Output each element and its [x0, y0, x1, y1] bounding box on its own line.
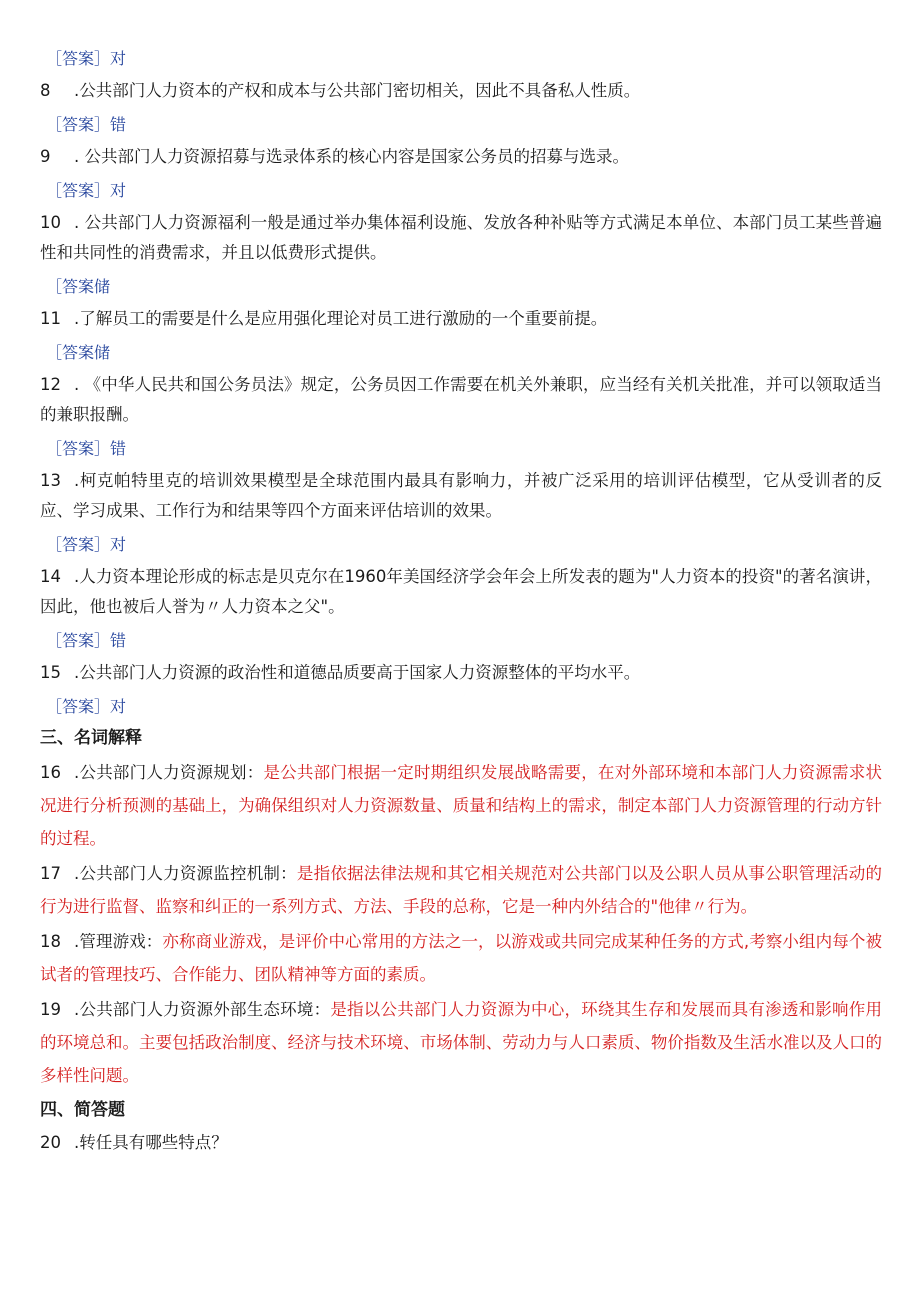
question-11 [40, 304, 882, 334]
answer-line: ［答案］对 [46, 181, 127, 200]
question-text: .人力资本理论形成的标志是贝克尔在1960年美国经济学会年会上所发表的题为"人力资本的投资"的著名演讲，因此，他也被后人誉为〃人力资本之父"。 [40, 567, 882, 616]
question-number: 20 [40, 1133, 61, 1152]
question-text: .公共部门人力资本的产权和成本与公共部门密切相关，因此不具备私人性质。 [74, 81, 641, 100]
section-heading: 四、简答题 [40, 1100, 125, 1120]
term-16 [40, 756, 882, 855]
answer-line: ［答案］错 [46, 115, 127, 134]
question-text: . 公共部门人力资源招募与选录体系的核心内容是国家公务员的招募与选录。 [74, 147, 629, 166]
term-definition: 是指依据法律法规和其它相关规范对公共部门以及公职人员从事公职管理活动的行为进行监督、监察和纠正的一系列方式、方法、手段的总称，它是一种内外结合的"他律〃行为。 [40, 864, 883, 916]
question-number: 10 [40, 213, 61, 232]
question-text: . 《中华人民共和国公务员法》规定，公务员因工作需要在机关外兼职，应当经有关机关批准，并可以领取适当的兼职报酬。 [40, 375, 882, 424]
question-number: 12 [40, 375, 61, 394]
document-page [40, 46, 882, 1164]
question-13 [40, 466, 882, 526]
question-text: . 公共部门人力资源福利一般是通过举办集体福利设施、发放各种补贴等方式满足本单位、本部门员工某些普遍性和共同性的消费需求，并且以低费形式提供。 [40, 213, 882, 262]
question-15 [40, 658, 882, 688]
term-definition: 亦称商业游戏，是评价中心常用的方法之一，以游戏或共同完成某种任务的方式,考察小组内每个被试者的管理技巧、合作能力、团队精神等方面的素质。 [40, 932, 882, 984]
question-number: 14 [40, 567, 61, 586]
question-12 [40, 370, 882, 430]
term-definition: 是指以公共部门人力资源为中心，环绕其生存和发展而具有渗透和影响作用的环境总和。主要包括政治制度、经济与技术环境、市场体制、劳动力与人口素质、物价指数及生活水准以及人口的多样性问题。 [40, 1000, 882, 1085]
answer-line: ［答案］错 [46, 631, 127, 650]
term-number: 18 [40, 932, 61, 951]
question-text: .了解员工的需要是什么是应用强化理论对员工进行激励的一个重要前提。 [74, 309, 608, 328]
answer-line: ［答案］对 [46, 535, 127, 554]
term-number: 19 [40, 1000, 61, 1019]
section-heading: 三、名词解释 [40, 728, 142, 748]
question-text: .柯克帕特里克的培训效果模型是全球范围内最具有影响力，并被广泛采用的培训评估模型，它从受训者的反应、学习成果、工作行为和结果等四个方面来评估培训的效果。 [40, 471, 882, 520]
term-18 [40, 925, 882, 991]
question-text: .转任具有哪些特点？ [74, 1133, 228, 1152]
answer-line: ［答案］对 [46, 49, 127, 68]
term-number: 17 [40, 864, 61, 883]
answer-line: ［答案］对 [46, 697, 127, 716]
term-label: .公共部门人力资源规划： [74, 763, 264, 782]
term-definition: 是公共部门根据一定时期组织发展战略需要，在对外部环境和本部门人力资源需求状况进行分析预测的基础上，为确保组织对人力资源数量、质量和结构上的需求，制定本部门人力资源管理的行动方针的过程。 [40, 763, 883, 848]
term-label: .公共部门人力资源监控机制： [74, 864, 297, 883]
answer-line: ［答案储 [46, 277, 111, 296]
question-10 [40, 208, 882, 268]
question-number: 9 [40, 147, 51, 166]
term-label: .公共部门人力资源外部生态环境： [74, 1000, 331, 1019]
question-number: 13 [40, 471, 61, 490]
answer-line: ［答案］错 [46, 439, 127, 458]
term-label: .管理游戏： [74, 932, 163, 951]
term-number: 16 [40, 763, 61, 782]
term-19 [40, 993, 882, 1092]
term-17 [40, 857, 882, 923]
question-20 [40, 1128, 882, 1158]
question-text: .公共部门人力资源的政治性和道德品质要高于国家人力资源整体的平均水平。 [74, 663, 641, 682]
question-8 [40, 76, 882, 106]
answer-line: ［答案储 [46, 343, 111, 362]
question-number: 8 [40, 81, 51, 100]
question-9 [40, 142, 882, 172]
question-14 [40, 562, 882, 622]
question-number: 11 [40, 309, 61, 328]
question-number: 15 [40, 663, 61, 682]
